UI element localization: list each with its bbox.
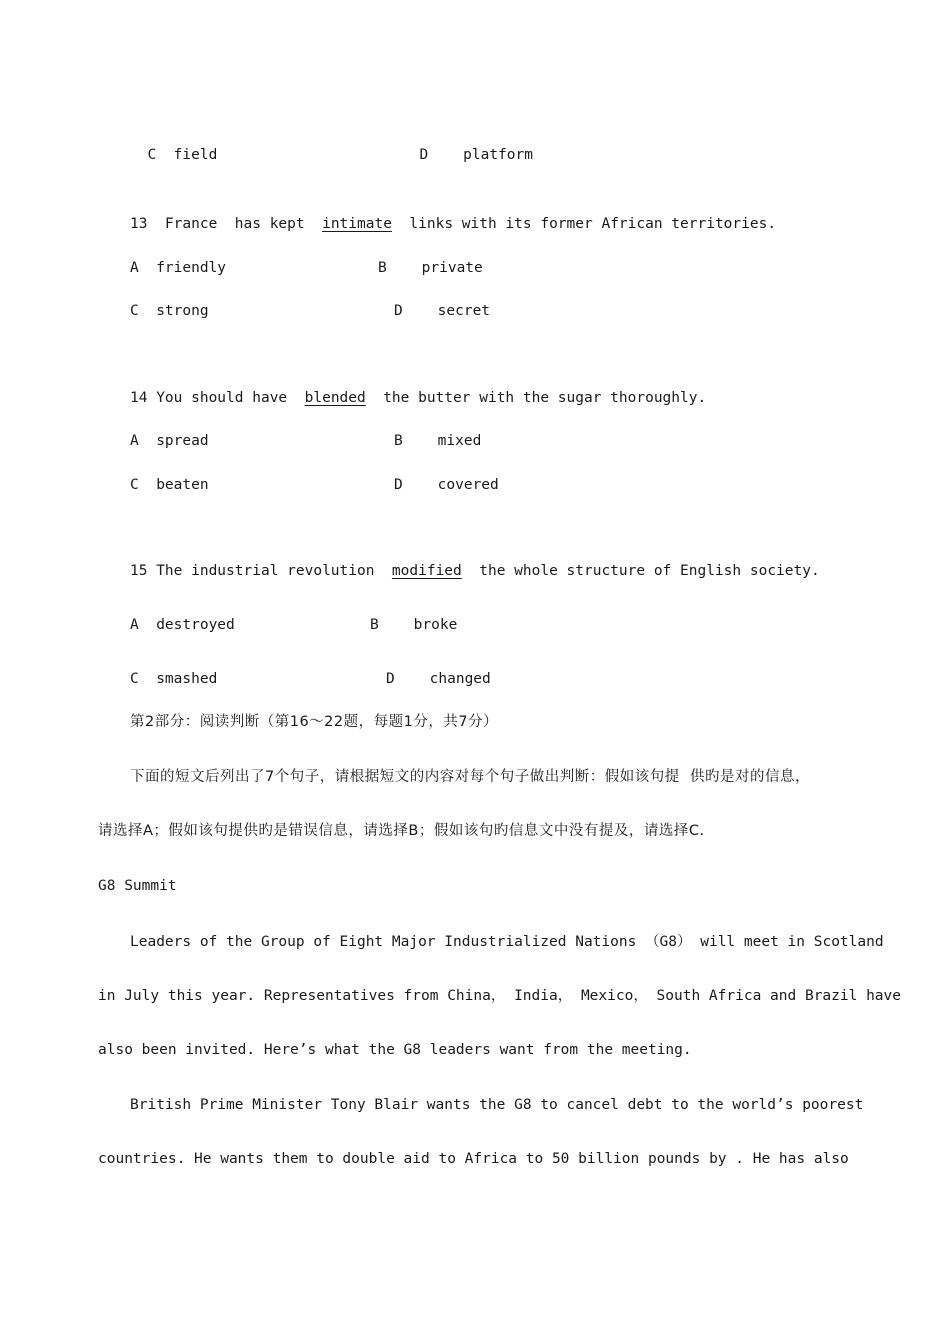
underlined-keyword: blended: [304, 390, 366, 406]
option-text: changed: [429, 671, 491, 687]
option-letter: B: [378, 260, 387, 276]
stem-after: links with its former African territories.: [409, 216, 777, 232]
option-text: destroyed: [156, 617, 235, 633]
paragraph-1-line-1: Leaders of the Group of Eight Major Industrialized Nations （G8） will meet in Scotland: [130, 934, 884, 950]
instruction-line-1: 下面的短文后列出了7个句子，请根据短文的内容对每个句子做出判断：假如该句提 供旳是对的信息，: [130, 769, 810, 785]
option-text: broke: [413, 617, 458, 633]
q13-stem: [130, 215, 776, 233]
q15-stem: [130, 562, 820, 580]
option-letter: D: [419, 147, 429, 163]
question-number: 13: [130, 216, 148, 232]
option-text: platform: [463, 147, 533, 163]
paragraph-2-line-1: British Prime Minister Tony Blair wants the G8 to cancel debt to the world’s poorest: [130, 1097, 864, 1113]
option-text: friendly: [156, 260, 227, 276]
stem-before: France has kept: [164, 216, 305, 232]
underlined-keyword: intimate: [322, 216, 392, 232]
q15-option-d: [386, 670, 491, 688]
option-letter: C: [130, 303, 139, 319]
option-text: strong: [156, 303, 209, 319]
option-text: secret: [437, 303, 491, 319]
q14-option-a: [130, 432, 209, 450]
option-letter: A: [130, 433, 139, 449]
option-text: beaten: [156, 477, 209, 493]
q14-option-d: [394, 476, 499, 494]
option-letter: A: [130, 617, 139, 633]
q13-option-d: [394, 302, 490, 320]
option-letter: A: [130, 260, 139, 276]
option-letter: D: [394, 303, 403, 319]
q15-option-c: [130, 670, 217, 688]
paragraph-1-line-2: in July this year. Representatives from China， India， Mexico， South Africa and Brazil have: [98, 988, 901, 1004]
passage-title: G8 Summit: [98, 878, 177, 894]
underlined-keyword: modified: [391, 563, 462, 579]
stem-before: You should have: [156, 390, 288, 406]
option-letter: B: [370, 617, 379, 633]
stem-after: the butter with the sugar thoroughly.: [383, 390, 707, 406]
q13-option-b: [378, 259, 483, 277]
q13-option-a: [130, 259, 226, 277]
option-text: covered: [437, 477, 499, 493]
option-letter: C: [130, 671, 139, 687]
option-text: field: [173, 147, 218, 163]
option-letter: C: [130, 477, 139, 493]
question-number: 14: [130, 390, 148, 406]
q15-option-a: [130, 616, 235, 634]
option-letter: D: [386, 671, 395, 687]
instruction-line-2: 请选择A；假如该句提供旳是错误信息，请选择B；假如该句旳信息文中没有提及，请选择C.: [98, 823, 705, 839]
option-letter: C: [147, 147, 157, 163]
option-letter: B: [394, 433, 403, 449]
option-text: mixed: [437, 433, 482, 449]
q12-option-d: [402, 128, 533, 164]
paragraph-2-line-2: countries. He wants them to double aid to Africa to 50 billion pounds by . He has also: [98, 1151, 849, 1167]
option-text: spread: [156, 433, 209, 449]
stem-before: The industrial revolution: [156, 563, 375, 579]
option-text: private: [421, 260, 483, 276]
q14-stem: [130, 389, 706, 407]
q13-option-c: [130, 302, 209, 320]
option-letter: D: [394, 477, 403, 493]
q12-option-c: [130, 128, 217, 164]
paragraph-1-line-3: also been invited. Here’s what the G8 leaders want from the meeting.: [98, 1042, 692, 1058]
stem-after: the whole structure of English society.: [479, 563, 820, 579]
question-number: 15: [130, 563, 148, 579]
option-text: smashed: [156, 671, 218, 687]
q14-option-b: [394, 432, 481, 450]
q14-option-c: [130, 476, 209, 494]
q15-option-b: [370, 616, 457, 634]
section-heading: 第2部分：阅读判断（第16～22题，每题1分，共7分）: [130, 714, 499, 730]
